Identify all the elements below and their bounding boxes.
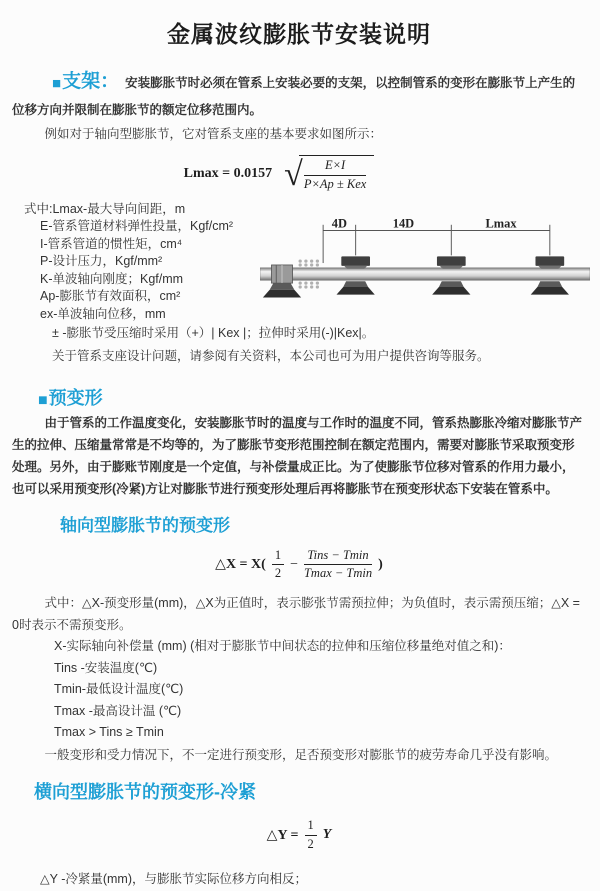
fraction-numerator: E×I (304, 158, 367, 176)
formula-lhs: Lmax = 0.0157 (183, 165, 273, 181)
definition-line: P-设计压力，Kgf/mm² (40, 254, 163, 269)
definition-line: E-管系管道材料弹性投量，Kgf/cm² (40, 219, 234, 234)
dim-label-lmax: Lmax (485, 216, 517, 231)
lateral-note: △Y -冷紧量(mm)，与膨胀节实际位移方向相反； (40, 872, 308, 887)
formula-lhs: △Y = (266, 827, 299, 843)
pipe-support-diagram (260, 201, 590, 324)
fraction-denominator: Tmax − Tmin (303, 566, 373, 581)
predeform-paragraph: 由于管系的工作温度变化，安装膨胀节时的温度与工作时的温度不同，管系热膨胀冷缩对膨胀节产生的拉伸、压缩量常常是不均等的，为了膨胀节变形范围控制在额定范围内，需要对膨胀节采取预变形处理。另外，由于膨账节刚度是一个定值，与补偿量成正比。为了使膨胀节位移对管系的作用力最小，也可以采用预变形(冷紧)方让对膨胀节进行预变形处理后再将膨胀节在预变形状态下安装在管系中。 (12, 415, 583, 497)
definition-line: ex-单波轴向位移，mm (40, 306, 166, 321)
axial-explain-paragraph: 式中：△X-预变形量(mm)，△X为正值时，表示膨张节需预拉伸；为负值时，表示需预压缩；△X = 0时表示不需预变形。 (12, 595, 580, 633)
temperature-fraction (304, 548, 372, 582)
lmax-formula (12, 155, 546, 192)
axial-note: 一般变形和受力情况下，不一定进行预变形，足否预变形对膨胀节的疲劳寿命几乎没有影响。 (44, 747, 558, 762)
formula-lhs: △X = X( (215, 557, 266, 573)
axial-formula (12, 548, 586, 582)
definition-line: Ap-膨胀节有效面积，cm² (40, 289, 181, 304)
pipe-diagram-svg (260, 215, 590, 313)
predeform-section-heading (38, 384, 586, 410)
list-item: Tins -安装温度(℃) (54, 660, 158, 675)
axial-symbol-list (12, 636, 586, 744)
dim-label-14d: 14D (392, 216, 415, 231)
half-fraction (272, 548, 284, 582)
definitions-and-diagram (12, 201, 586, 324)
support-intro-paragraph (12, 65, 586, 121)
support-example-line: 例如对于轴向型膨胀节，它对管系支座的基本要求如图所示： (44, 127, 383, 142)
radical-sign: √ (284, 156, 303, 194)
list-item: Tmin-最低设计温度(℃) (54, 682, 184, 697)
definition-line: 式中:Lmax-最大导向间距，m (24, 201, 186, 216)
axial-predeform-heading: 轴向型膨胀节的预变形 (60, 515, 230, 535)
list-item: Tmax -最高设计温 (℃) (54, 703, 182, 718)
page-title: 金属波纹膨胀节安装说明 (167, 21, 431, 47)
list-item: X-实际轴向补偿量 (mm) (相对于膨胀节中间状态的拉伸和压缩位移量绝对值之和)： (54, 639, 511, 654)
service-note: 关于管系支座设计问题，请参阅有关资料，本公司也可为用户提供咨询等服务。 (52, 349, 490, 364)
definition-line: K-单波轴向刚度；Kgf/mm (40, 271, 184, 286)
lateral-formula (12, 818, 586, 852)
fraction-numerator: 1 (305, 818, 317, 836)
support-intro-text: 安装膨胀节时必须在管系上安装必要的支架，以控制管系的变形在膨胀节上产生的位移方向并限制在膨胀节的额定位移范围内。 (12, 76, 576, 117)
fraction-denominator: 2 (274, 566, 282, 581)
fraction-denominator: 2 (307, 836, 314, 851)
formula-rhs: Y (322, 827, 332, 843)
section-marker-icon: ■ (52, 75, 62, 92)
definition-line: I-管系管道的惯性矩，cm⁴ (40, 236, 183, 251)
dim-label-4d: 4D (331, 216, 347, 231)
fraction-denominator: P×Ap ± Kex (303, 176, 367, 191)
fraction (304, 158, 367, 192)
fraction-numerator: Tins − Tmin (304, 548, 372, 566)
radicand (299, 155, 375, 192)
formula-rhs: ) (378, 556, 383, 572)
minus-operator: − (290, 556, 298, 572)
fraction-numerator: 1 (272, 548, 284, 566)
plus-minus-note: ± -膨胀节受压缩时采用（+）| Kex |；拉伸时采用(-)|Kex|。 (52, 326, 375, 341)
lateral-predeform-heading: 横向型膨胀节的预变形-冷紧 (34, 782, 256, 803)
list-item: Tmax > Tins ≥ Tmin (54, 725, 164, 740)
support-section-label: 支架： (62, 71, 120, 92)
half-fraction (305, 818, 317, 852)
section-marker-icon: ■ (38, 391, 48, 409)
pipe (260, 267, 590, 279)
symbol-definitions (12, 201, 260, 324)
square-root (284, 155, 374, 192)
predeform-section-label: 预变形 (48, 387, 103, 408)
